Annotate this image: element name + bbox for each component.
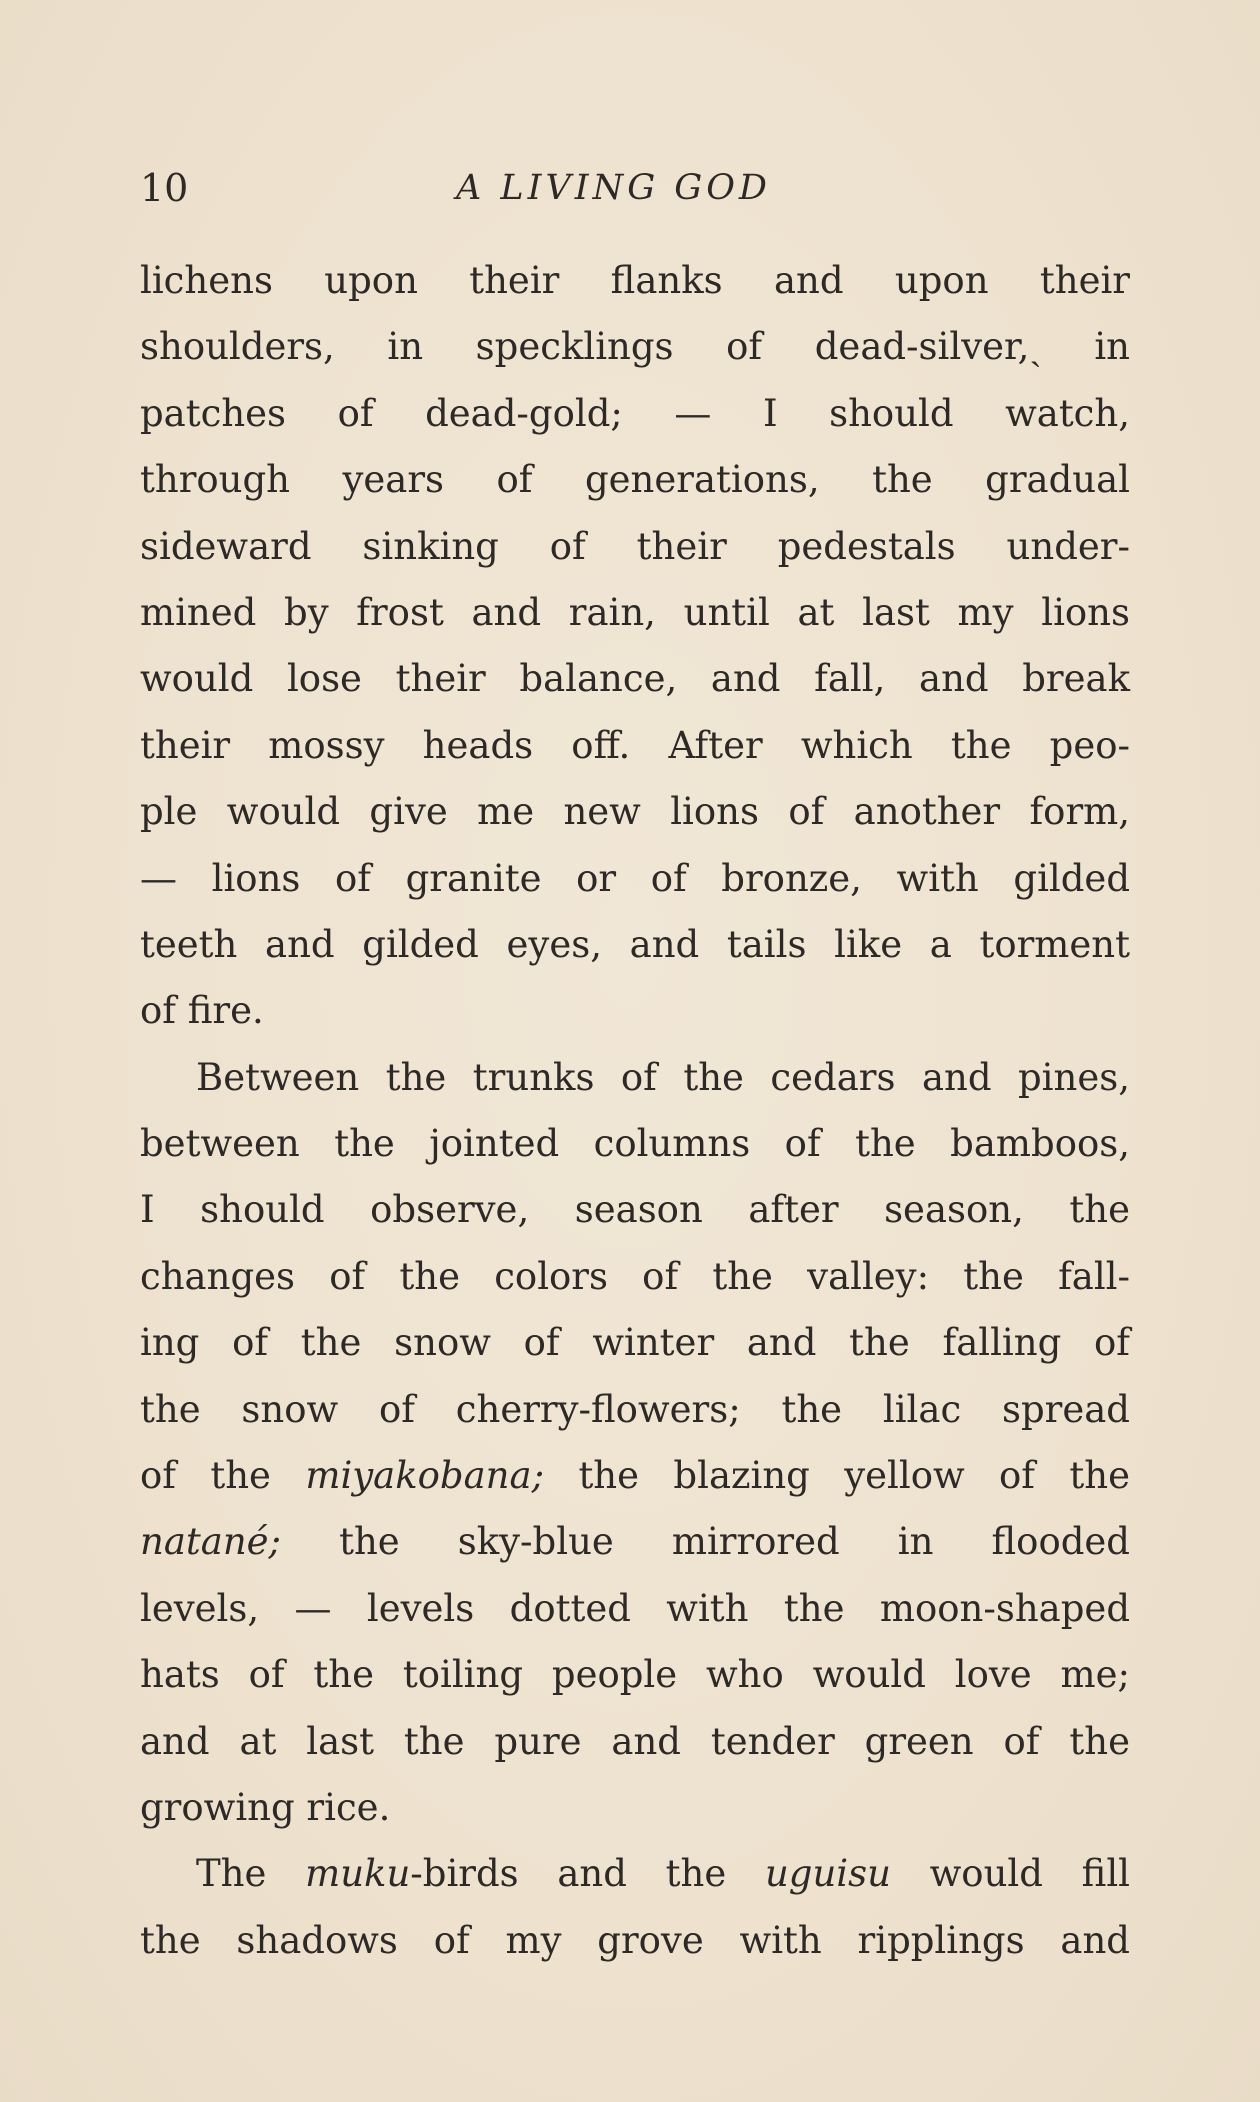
body-text — [140, 248, 1130, 1974]
paragraph — [140, 248, 1130, 1045]
text-line: growing rice. — [140, 1785, 391, 1829]
italic-term: muku — [305, 1852, 411, 1896]
text-line: and at last the pure and tender green of the — [140, 1719, 1130, 1763]
running-title: A LIVING GOD — [456, 168, 771, 208]
text-line: changes of the colors of the valley: the fall- — [140, 1254, 1130, 1298]
page-header — [140, 160, 1130, 216]
text-line: I should observe, season after season, the — [140, 1188, 1130, 1232]
text-line: levels, — levels dotted with the moon-shaped — [140, 1586, 1130, 1630]
page-number: 10 — [140, 166, 189, 210]
text-line: would lose their balance, and fall, and break — [140, 657, 1130, 701]
paragraph — [140, 1045, 1130, 1842]
text-line — [140, 1509, 1130, 1575]
text-line: sideward sinking of their pedestals under- — [140, 524, 1130, 568]
text-segment: -birds and the — [410, 1852, 765, 1896]
italic-term: uguisu — [764, 1852, 891, 1896]
text-line: between the jointed columns of the bamboos, — [140, 1122, 1130, 1166]
text-line — [140, 1443, 1130, 1509]
text-line: ple would give me new lions of another form, — [140, 790, 1130, 834]
text-line: patches of dead-gold; — I should watch, — [140, 391, 1130, 435]
text-line: hats of the toiling people who would love me; — [140, 1653, 1130, 1697]
text-line: the snow of cherry-flowers; the lilac spread — [140, 1387, 1130, 1431]
text-segment: would fill — [890, 1852, 1130, 1896]
text-line: Between the trunks of the cedars and pines, — [196, 1055, 1130, 1099]
text-line: teeth and gilded eyes, and tails like a torment — [140, 922, 1130, 966]
text-line: through years of generations, the gradual — [140, 458, 1130, 502]
text-line: the shadows of my grove with ripplings and — [140, 1918, 1130, 1962]
text-segment: of the — [140, 1454, 306, 1498]
text-line: ing of the snow of winter and the falling of — [140, 1321, 1130, 1365]
text-line — [140, 1841, 1130, 1907]
paragraph — [140, 1841, 1130, 1974]
text-line: mined by frost and rain, until at last my lions — [140, 590, 1130, 634]
text-line: their mossy heads off. After which the peo- — [140, 723, 1130, 767]
text-segment: The — [196, 1852, 306, 1896]
text-line: lichens upon their flanks and upon their — [140, 259, 1130, 302]
text-segment: the sky-blue mirrored in flooded — [281, 1520, 1130, 1564]
text-segment: the blazing yellow of the — [544, 1454, 1130, 1498]
italic-term: miyakobana; — [305, 1454, 545, 1498]
text-line: of fire. — [140, 989, 264, 1033]
text-line: shoulders, in specklings of dead-silver,ˎ in — [140, 325, 1130, 369]
text-line: — lions of granite or of bronze, with gilded — [140, 856, 1130, 900]
italic-term: natané; — [140, 1520, 282, 1564]
